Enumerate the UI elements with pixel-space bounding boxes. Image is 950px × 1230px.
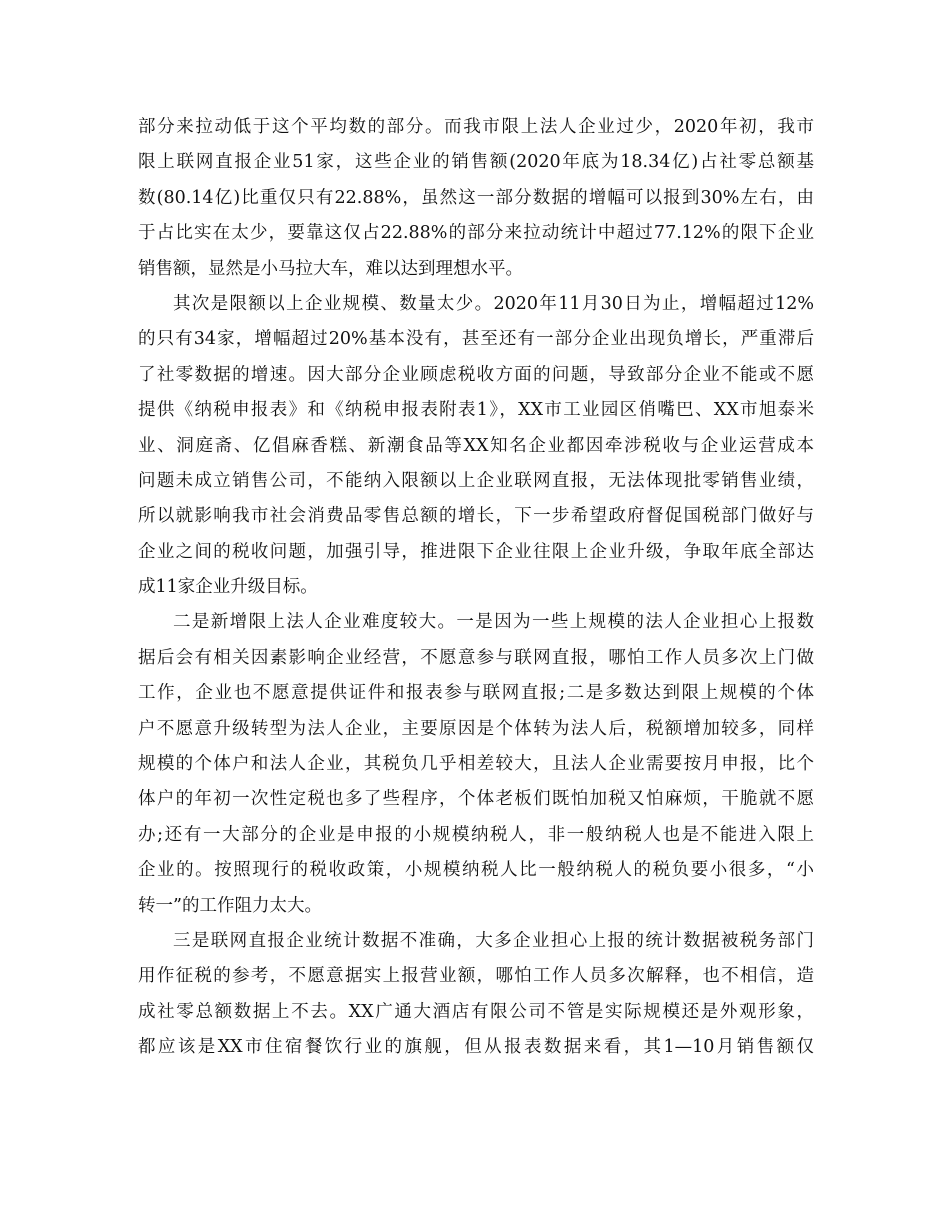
text-line: 了社零数据的增速。因大部分企业顾虑税收方面的问题，导致部分企业不能或不愿 xyxy=(138,364,814,385)
text-line: 三是联网直报企业统计数据不准确，大多企业担心上报的统计数据被税务部门 xyxy=(173,930,814,951)
text-line: 工作，企业也不愿意提供证件和报表参与联网直报;二是多数达到限上规模的个体 xyxy=(138,683,814,704)
text-line: 部分来拉动低于这个平均数的部分。而我市限上法人企业过少，2020年初，我市 xyxy=(138,117,814,137)
text-line: 二是新增限上法人企业难度较大。一是因为一些上规模的法人企业担心上报数 xyxy=(173,612,814,633)
paragraph-2 xyxy=(138,287,814,606)
document-page xyxy=(138,110,814,1066)
text-line: 转一”的工作阻力太大。 xyxy=(138,895,322,916)
text-line: 成11家企业升级目标。 xyxy=(138,577,318,598)
paragraph-3 xyxy=(138,605,814,924)
text-line: 于占比实在太少，要靠这仅占22.88%的部分来拉动统计中超过77.12%的限下企业 xyxy=(138,223,814,244)
text-line: 据后会有相关因素影响企业经营，不愿意参与联网直报，哪怕工作人员多次上门做 xyxy=(138,647,814,668)
text-line: 其次是限额以上企业规模、数量太少。2020年11月30日为止，增幅超过12% xyxy=(173,293,814,314)
text-line: 办;还有一大部分的企业是申报的小规模纳税人，非一般纳税人也是不能进入限上 xyxy=(138,824,814,845)
text-line: 所以就影响我市社会消费品零售总额的增长，下一步希望政府督促国税部门做好与 xyxy=(138,506,814,527)
text-line: 数(80.14亿)比重仅只有22.88%，虽然这一部分数据的增幅可以报到30%左右，由 xyxy=(138,187,814,208)
text-line: 销售额，显然是小马拉大车，难以达到理想水平。 xyxy=(138,258,523,279)
paragraph-1 xyxy=(138,110,814,287)
text-line: 企业之间的税收问题，加强引导，推进限下企业往限上企业升级，争取年底全部达 xyxy=(138,541,814,562)
text-line: 成社零总额数据上不去。XX广通大酒店有限公司不管是实际规模还是外观形象， xyxy=(138,1001,814,1022)
text-line: 规模的个体户和法人企业，其税负几乎相差较大，且法人企业需要按月申报，比个 xyxy=(138,754,814,775)
text-line: 问题未成立销售公司，不能纳入限额以上企业联网直报，无法体现批零销售业绩， xyxy=(138,470,814,491)
text-line: 用作征税的参考，不愿意据实上报营业额，哪怕工作人员多次解释，也不相信，造 xyxy=(138,966,814,987)
text-line: 都应该是XX市住宿餐饮行业的旗舰，但从报表数据来看，其1—10月销售额仅 xyxy=(138,1037,814,1058)
paragraph-4 xyxy=(138,924,814,1066)
text-line: 企业的。按照现行的税收政策，小规模纳税人比一般纳税人的税负要小很多，“小 xyxy=(138,860,814,881)
text-line: 业、洞庭斋、亿倡麻香糕、新潮食品等XX知名企业都因牵涉税收与企业运营成本 xyxy=(138,435,814,456)
text-line: 限上联网直报企业51家，这些企业的销售额(2020年底为18.34亿)占社零总额基 xyxy=(138,152,814,173)
text-line: 户不愿意升级转型为法人企业，主要原因是个体转为法人后，税额增加较多，同样 xyxy=(138,718,814,739)
text-line: 提供《纳税申报表》和《纳税申报表附表1》，XX市工业园区俏嘴巴、XX市旭泰米 xyxy=(138,400,814,421)
text-line: 体户的年初一次性定税也多了些程序，个体老板们既怕加税又怕麻烦，干脆就不愿 xyxy=(138,789,814,810)
text-line: 的只有34家，增幅超过20%基本没有，甚至还有一部分企业出现负增长，严重滞后 xyxy=(138,329,814,350)
